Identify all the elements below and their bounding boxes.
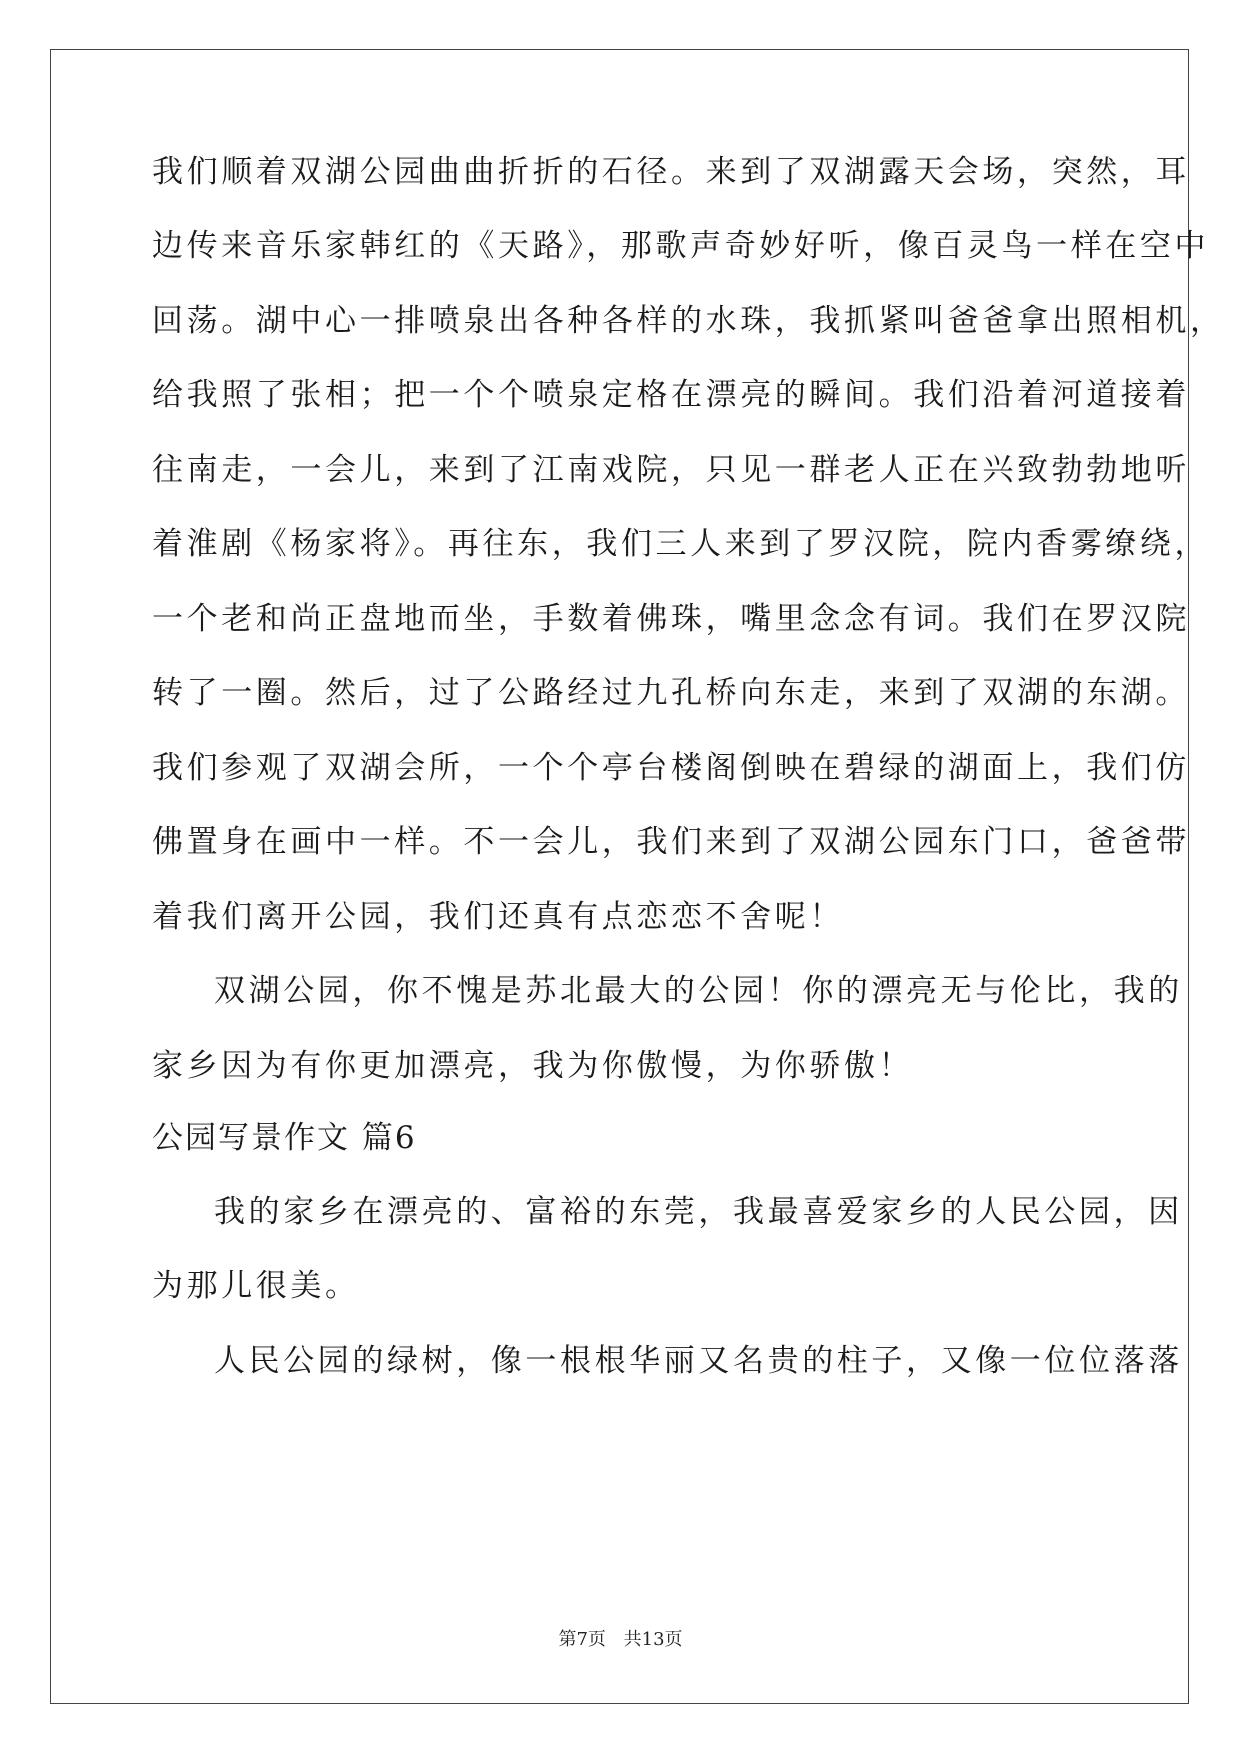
page-border: [50, 49, 1189, 1704]
section-heading: 公园写景作文 篇6: [152, 1120, 417, 1156]
text-line: 为那儿很美。: [152, 1268, 360, 1304]
text-line: 边传来音乐家韩红的《天路》，那歌声奇妙好听，像百灵鸟一样在空中: [152, 228, 1210, 264]
text-line: 一个老和尚正盘地而坐，手数着佛珠，嘴里念念有词。我们在罗汉院: [152, 601, 1190, 637]
text-line: 转了一圈。然后，过了公路经过九孔桥向东走，来到了双湖的东湖。: [152, 675, 1190, 711]
text-line: 我们顺着双湖公园曲曲折折的石径。来到了双湖露天会场，突然，耳: [152, 154, 1190, 190]
page-number: 第7页: [558, 1629, 606, 1650]
text-line: 着淮剧《杨家将》。再往东，我们三人来到了罗汉院，院内香雾缭绕，: [152, 526, 1210, 562]
paragraph-first-line: 我的家乡在漂亮的、富裕的东莞，我最喜爱家乡的人民公园，因: [214, 1194, 1183, 1230]
paragraph-first-line: 双湖公园，你不愧是苏北最大的公园！你的漂亮无与伦比，我的: [214, 973, 1183, 1009]
text-line: 回荡。湖中心一排喷泉出各种各样的水珠，我抓紧叫爸爸拿出照相机，: [152, 303, 1225, 339]
text-line: 家乡因为有你更加漂亮，我为你傲慢，为你骄傲！: [152, 1048, 914, 1084]
page-total: 共13页: [623, 1629, 683, 1650]
paragraph-first-line: 人民公园的绿树，像一根根华丽又名贵的柱子，又像一位位落落: [214, 1343, 1183, 1379]
page-footer: [0, 1625, 1241, 1651]
text-line: 给我照了张相；把一个个喷泉定格在漂亮的瞬间。我们沿着河道接着: [152, 377, 1190, 413]
text-line: 着我们离开公园，我们还真有点恋恋不舍呢！: [152, 899, 844, 935]
text-line: 佛置身在画中一样。不一会儿，我们来到了双湖公园东门口，爸爸带: [152, 824, 1190, 860]
text-line: 我们参观了双湖会所，一个个亭台楼阁倒映在碧绿的湖面上，我们仿: [152, 750, 1190, 786]
text-line: 往南走，一会儿，来到了江南戏院，只见一群老人正在兴致勃勃地听: [152, 452, 1190, 488]
